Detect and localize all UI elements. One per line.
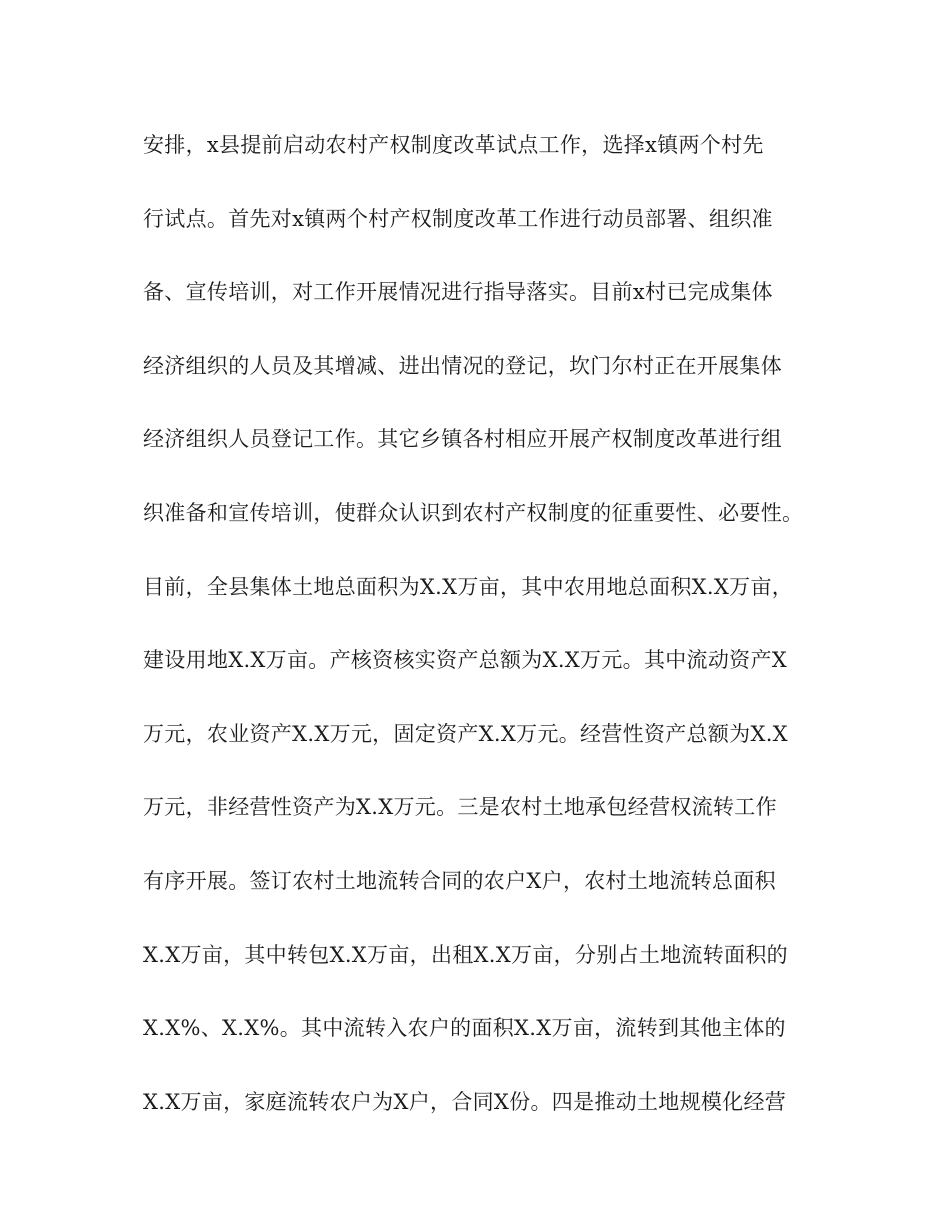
text-line: 织准备和宣传培训，使群众认识到农村产权制度的征重要性、必要性。 bbox=[143, 500, 804, 525]
text-line: 安排，x县提前启动农村产权制度改革试点工作，选择x镇两个村先 bbox=[143, 133, 764, 157]
text-line: 万元，非经营性资产为X.X万元。三是农村土地承包经营权流转工作 bbox=[143, 795, 777, 820]
text-line: X.X%、X.X%。其中流转入农户的面积X.X万亩，流转到其他主体的 bbox=[143, 1016, 786, 1041]
body-text bbox=[143, 124, 823, 1154]
text-line: 万元，农业资产X.X万元，固定资产X.X万元。经营性资产总额为X.X bbox=[143, 721, 788, 746]
text-line: 有序开展。签订农村土地流转合同的农户X户，农村土地流转总面积 bbox=[143, 868, 776, 893]
text-line: 经济组织人员登记工作。其它乡镇各村相应开展产权制度改革进行组 bbox=[143, 427, 782, 452]
text-line: 目前，全县集体土地总面积为X.X万亩，其中农用地总面积X.X万亩， bbox=[143, 574, 794, 599]
text-line: 建设用地X.X万亩。产核资核实资产总额为X.X万元。其中流动资产X bbox=[143, 648, 787, 673]
text-line: 经济组织的人员及其增减、进出情况的登记，坎门尔村正在开展集体 bbox=[143, 353, 782, 378]
text-line: 备、宣传培训，对工作开展情况进行指导落实。目前x村已完成集体 bbox=[143, 280, 773, 305]
text-line: 行试点。首先对x镇两个村产权制度改革工作进行动员部署、组织准 bbox=[143, 206, 773, 231]
text-line: X.X万亩，家庭流转农户为X户，合同X份。四是推动土地规模化经营 bbox=[143, 1089, 787, 1114]
text-line: X.X万亩，其中转包X.X万亩，出租X.X万亩，分别占土地流转面积的 bbox=[143, 942, 788, 967]
